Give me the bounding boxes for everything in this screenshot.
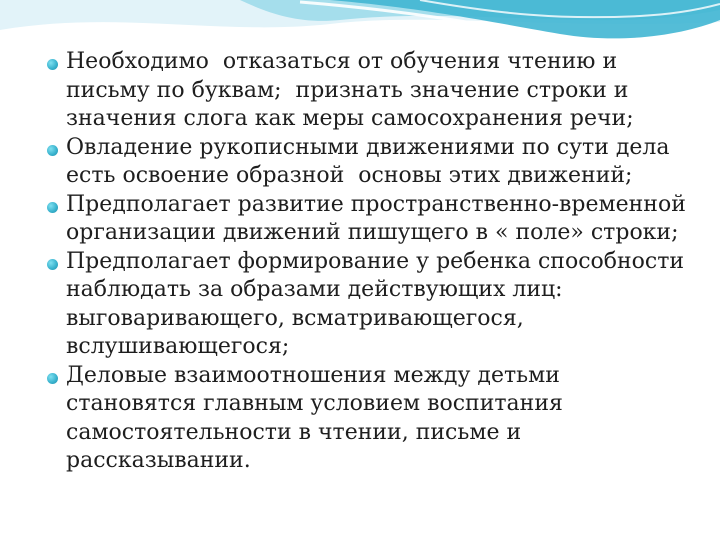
bullet-text-4: Предполагает формирование у ребенка способности наблюдать за образами действующих лиц: выговаривающего, всматривающегося, вслушивающегося; [66,248,692,359]
round-bullet-icon [47,145,58,156]
bullet-text-1: Необходимо отказаться от обучения чтению и письму по буквам; признать значение строки и значения слога как меры самосохранения речи; [66,49,636,131]
bullet-item-5 [0,362,720,476]
bullet-item-2 [0,134,720,191]
bullet-text-3: Предполагает развитие пространственно-временной организации движений пишущего в « поле» строки; [66,191,693,245]
bullet-list [0,48,720,476]
bullet-text-2: Овладение рукописными движениями по сути дела есть освоение образной основы этих движений; [66,134,677,188]
bullet-text-5: Деловые взаимоотношения между детьми становятся главным условием воспитания самостоятельности в чтении, письме и рассказывании. [66,362,570,473]
bullet-item-3 [0,191,720,248]
round-bullet-icon [47,259,58,270]
bullet-content [0,48,720,476]
round-bullet-icon [47,202,58,213]
bullet-item-1 [0,48,720,134]
round-bullet-icon [47,59,58,70]
bullet-item-4 [0,248,720,362]
round-bullet-icon [47,373,58,384]
